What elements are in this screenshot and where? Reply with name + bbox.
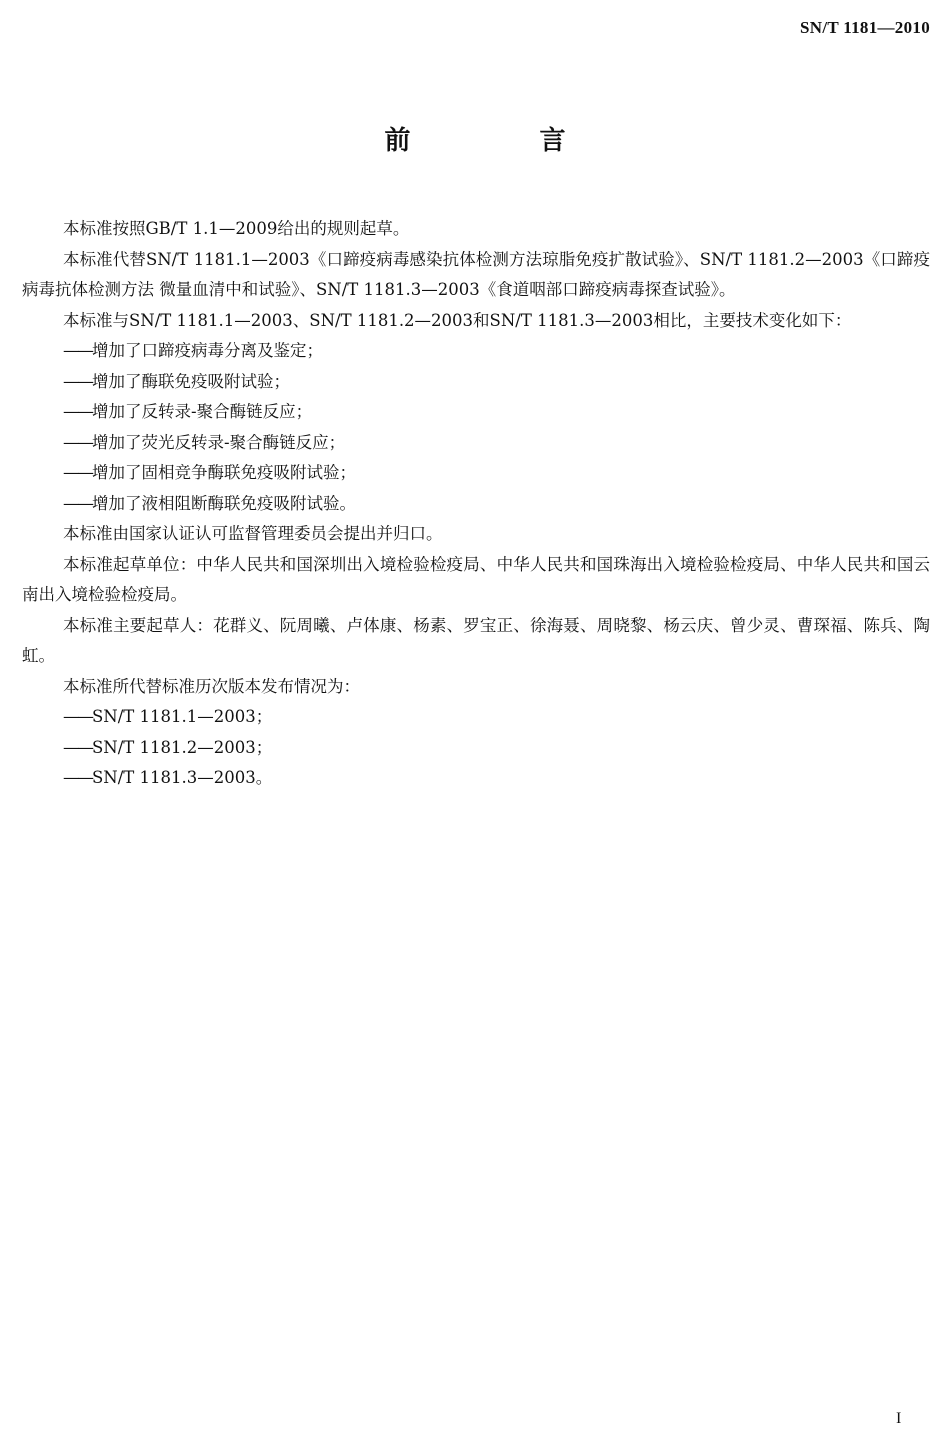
paragraph-replaces: 本标准代替SN/T 1181.1—2003《口蹄疫病毒感染抗体检测方法琼脂免疫扩散试验》、SN/T 1181.2—2003《口蹄疫病毒抗体检测方法 微量血清中和试验》、SN/T 1181.3—2003《食道咽部口蹄疫病毒探查试验》。: [22, 249, 930, 299]
list-item: ——增加了固相竞争酶联免疫吸附试验；: [63, 463, 356, 482]
paragraph-drafters: 本标准主要起草人：花群义、阮周曦、卢体康、杨素、罗宝正、徐海聂、周晓黎、杨云庆、曾少灵、曹琛福、陈兵、陶虹。: [22, 615, 930, 665]
paragraph-drafting-units: 本标准起草单位：中华人民共和国深圳出入境检验检疫局、中华人民共和国珠海出入境检验检疫局、中华人民共和国云南出入境检验检疫局。: [22, 554, 930, 604]
list-item: ——增加了液相阻断酶联免疫吸附试验。: [63, 493, 356, 513]
dash-mark: ——: [63, 341, 92, 360]
changes-list: [22, 336, 930, 519]
paragraph-drafting-rules: 本标准按照GB/T 1.1—2009给出的规则起草。: [63, 219, 410, 238]
list-item: ——SN/T 1181.3—2003。: [63, 768, 273, 787]
paragraph-proposer: 本标准由国家认证认可监督管理委员会提出并归口。: [63, 524, 443, 543]
dash-mark: ——: [63, 432, 92, 452]
page-number: I: [896, 1410, 902, 1427]
dash-mark: ——: [63, 463, 92, 482]
page-title: 前 言: [384, 126, 626, 156]
paragraph-changes-intro: 本标准与SN/T 1181.1—2003、SN/T 1181.2—2003和SN/T 1181.3—2003相比，主要技术变化如下：: [63, 310, 852, 330]
list-item: ——增加了口蹄疫病毒分离及鉴定；: [63, 341, 323, 360]
paragraph-history-intro: 本标准所代替标准历次版本发布情况为：: [63, 676, 360, 696]
list-item: ——增加了反转录-聚合酶链反应；: [63, 402, 313, 421]
list-item: ——SN/T 1181.2—2003；: [63, 737, 273, 757]
list-item: ——增加了荧光反转录-聚合酶链反应；: [63, 432, 346, 452]
standard-code: SN/T 1181—2010: [800, 18, 930, 37]
list-item: ——SN/T 1181.1—2003；: [63, 707, 273, 726]
document-body: [22, 214, 930, 794]
dash-mark: ——: [63, 371, 92, 391]
list-item: ——增加了酶联免疫吸附试验；: [63, 371, 290, 391]
history-list: [22, 702, 930, 794]
dash-mark: ——: [63, 402, 92, 421]
dash-mark: ——: [63, 768, 92, 787]
dash-mark: ——: [63, 737, 92, 757]
dash-mark: ——: [63, 493, 92, 513]
dash-mark: ——: [63, 707, 92, 726]
